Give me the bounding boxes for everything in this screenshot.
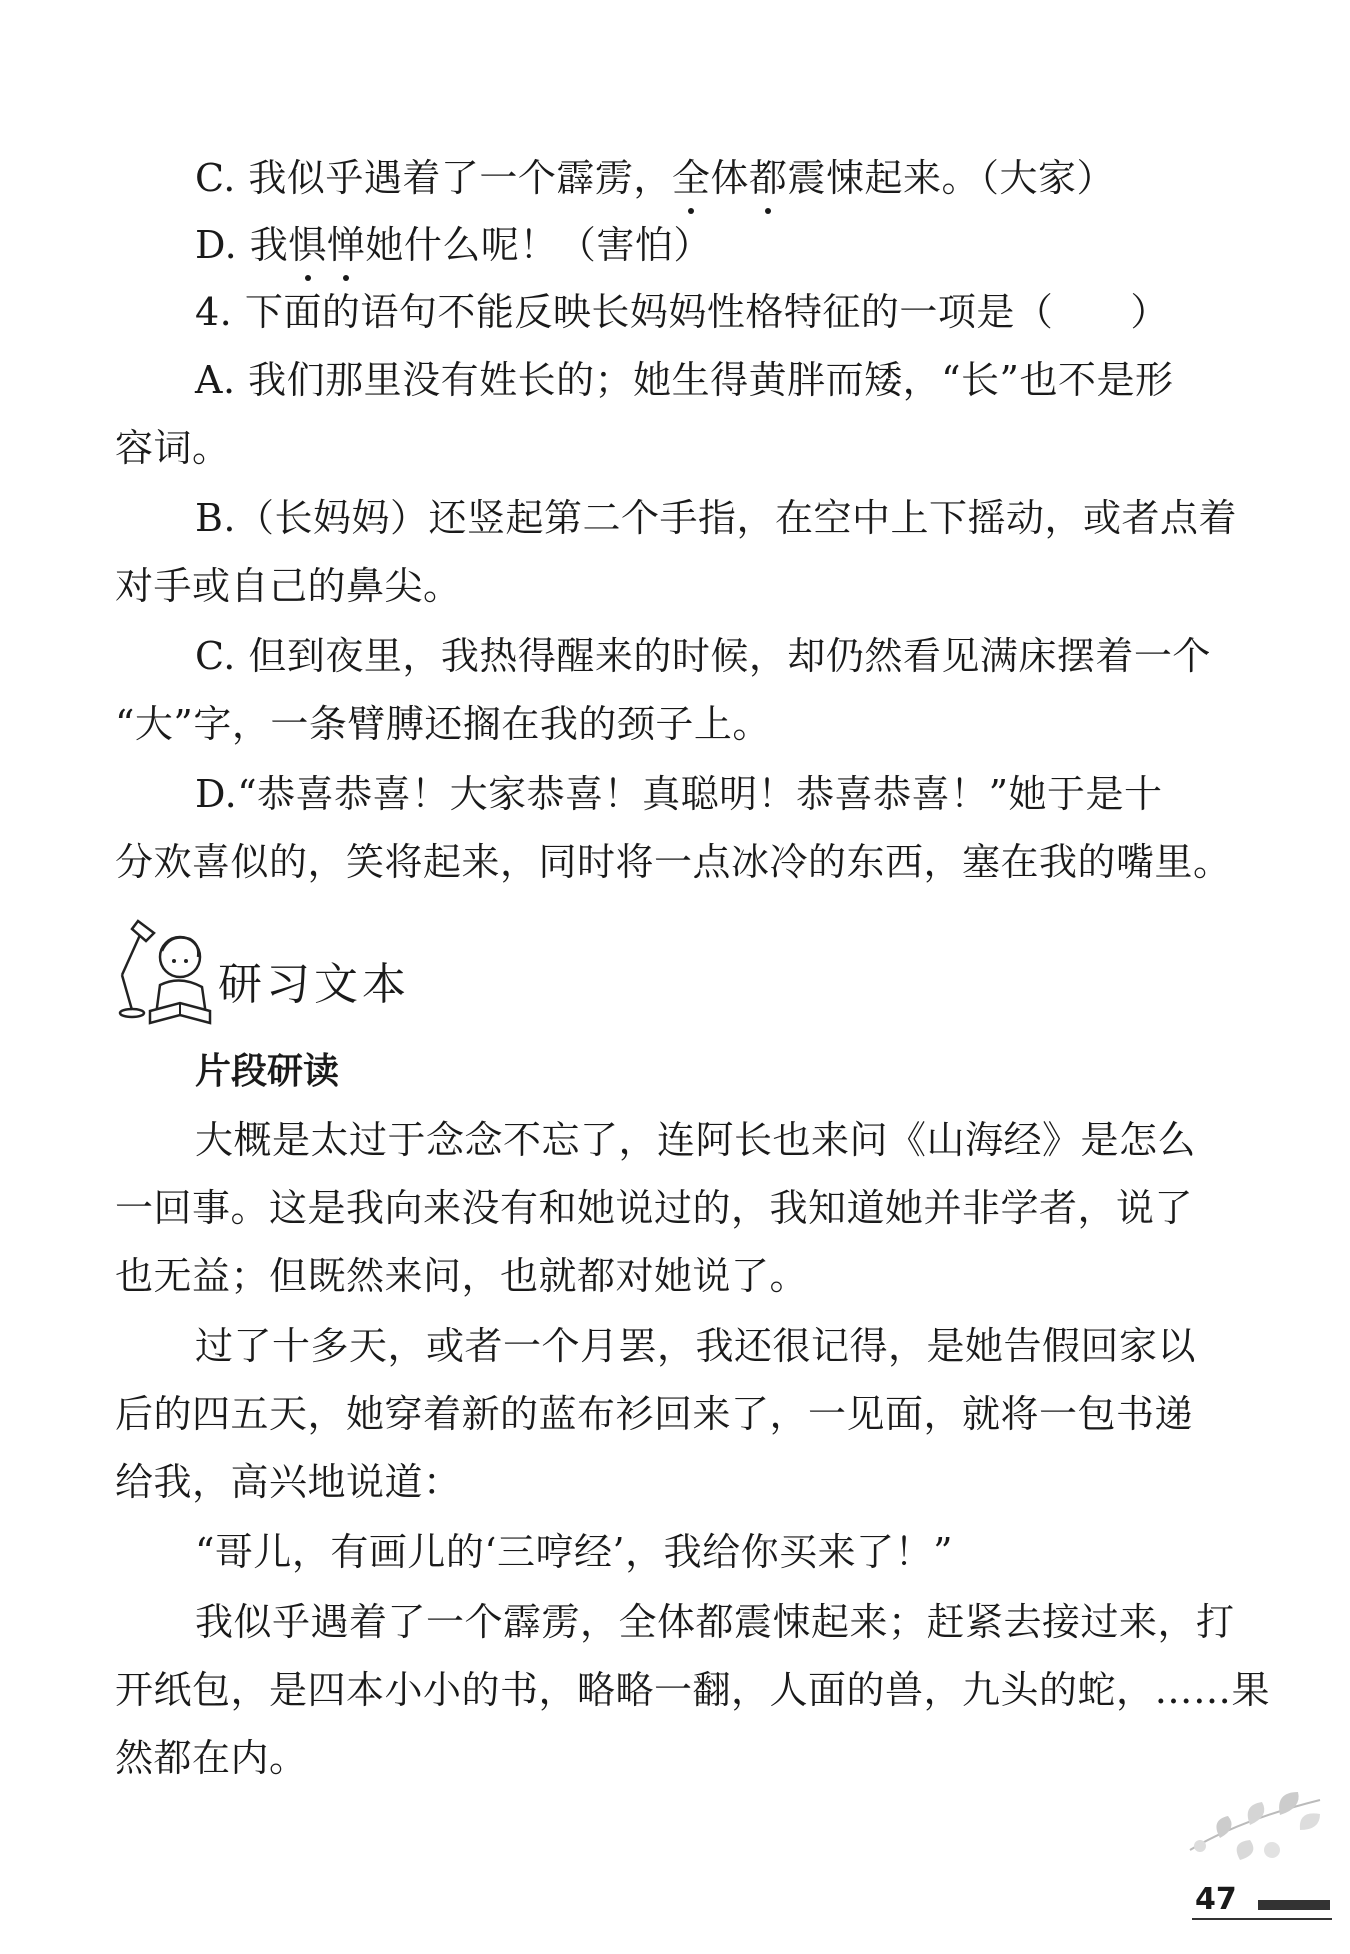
option-4c-line1: C. 但到夜里，我热得醒来的时候，却仍然看见满床摆着一个 — [195, 634, 1211, 678]
section-title: 研习文本 — [218, 959, 410, 1010]
option-4a-line2: 容词。 — [115, 426, 231, 470]
page-number: 47 — [1195, 1882, 1237, 1917]
option-4c-line2: “大”字，一条臂膊还搁在我的颈子上。 — [115, 702, 771, 746]
section-heading — [110, 915, 530, 1035]
passage-p2-line1: 过了十多天，或者一个月罢，我还很记得，是她告假回家以 — [195, 1324, 1197, 1368]
passage-p4-line1: 我似乎遇着了一个霹雳，全体都震悚起来；赶紧去接过来，打 — [195, 1600, 1235, 1644]
option-3c-text-b: 震悚起来。（大家） — [787, 156, 1115, 200]
question-4-stem: 4. 下面的语句不能反映长妈妈性格特征的一项是（ ） — [195, 290, 1169, 334]
passage-p4-line3: 然都在内。 — [115, 1736, 308, 1780]
option-3c — [195, 148, 1115, 208]
option-4b-line2: 对手或自己的鼻尖。 — [115, 564, 462, 608]
page-number-rule — [1192, 1918, 1332, 1920]
option-3d-text-b: 她什么呢！（害怕） — [365, 223, 712, 267]
option-3d-text-a: D. 我 — [195, 223, 289, 267]
passage-p1-line1: 大概是太过于念念不忘了，连阿长也来问《山海经》是怎么 — [195, 1118, 1197, 1162]
passage-p1-line2: 一回事。这是我向来没有和她说过的，我知道她并非学者，说了 — [115, 1186, 1194, 1230]
passage-p2-line2: 后的四五天，她穿着新的蓝布衫回来了，一见面，就将一包书递 — [115, 1392, 1194, 1436]
passage-p2-line3: 给我，高兴地说道： — [115, 1460, 462, 1504]
student-reading-icon — [110, 915, 220, 1030]
dotted-char: 惮 — [327, 215, 366, 275]
option-4d-line1: D.“恭喜恭喜！大家恭喜！真聪明！恭喜恭喜！”她于是十 — [195, 772, 1163, 816]
passage-p3-line1: “哥儿，有画儿的‘三哼经’，我给你买来了！” — [195, 1530, 954, 1574]
option-4b-line1: B.（长妈妈）还竖起第二个手指，在空中上下摇动，或者点着 — [195, 496, 1238, 540]
option-3c-text-a: C. 我似乎遇着了一个霹雳， — [195, 156, 672, 200]
passage-p4-line2: 开纸包，是四本小小的书，略略一翻，人面的兽，九头的蛇，……果 — [115, 1668, 1271, 1712]
leaf-vine-icon — [1180, 1780, 1330, 1890]
option-4a-line1: A. 我们那里没有姓长的；她生得黄胖而矮，“长”也不是形 — [195, 358, 1174, 402]
dotted-char: 都 — [749, 148, 788, 208]
option-3d — [195, 215, 712, 275]
subsection-title: 片段研读 — [195, 1051, 340, 1092]
passage-p1-line3: 也无益；但既然来问，也就都对她说了。 — [115, 1254, 809, 1298]
page-number-bar — [1258, 1900, 1330, 1910]
option-3c-text-mid: 体 — [710, 156, 749, 200]
dotted-char: 全 — [672, 148, 711, 208]
dotted-char: 惧 — [288, 215, 327, 275]
option-4d-line2: 分欢喜似的，笑将起来，同时将一点冰冷的东西，塞在我的嘴里。 — [115, 840, 1232, 884]
